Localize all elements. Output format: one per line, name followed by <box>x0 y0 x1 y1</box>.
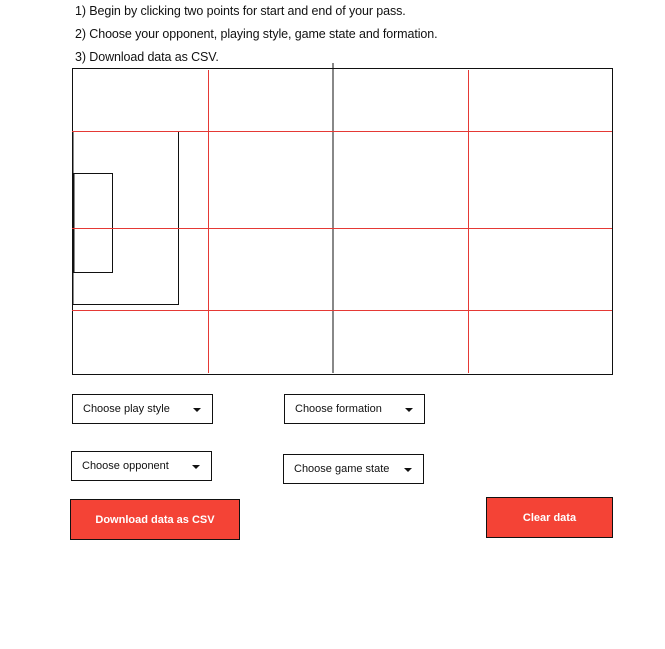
instruction-step-2: 2) Choose your opponent, playing style, game state and formation. <box>75 27 438 41</box>
download-csv-button[interactable]: Download data as CSV <box>70 499 240 540</box>
opponent-dropdown[interactable] <box>71 451 212 481</box>
caret-down-icon <box>405 408 413 412</box>
caret-down-icon <box>193 408 201 412</box>
clear-data-button[interactable]: Clear data <box>486 497 613 538</box>
play-style-dropdown[interactable] <box>72 394 213 424</box>
formation-dropdown-label: Choose formation <box>295 403 382 415</box>
pitch-canvas[interactable] <box>72 68 613 375</box>
game-state-dropdown[interactable] <box>283 454 424 484</box>
caret-down-icon <box>192 465 200 469</box>
opponent-dropdown-label: Choose opponent <box>82 460 169 472</box>
game-state-dropdown-label: Choose game state <box>294 463 390 475</box>
play-style-dropdown-label: Choose play style <box>83 403 170 415</box>
instruction-step-3: 3) Download data as CSV. <box>75 50 219 64</box>
instruction-step-1: 1) Begin by clicking two points for start and end of your pass. <box>75 4 406 18</box>
formation-dropdown[interactable] <box>284 394 425 424</box>
caret-down-icon <box>404 468 412 472</box>
